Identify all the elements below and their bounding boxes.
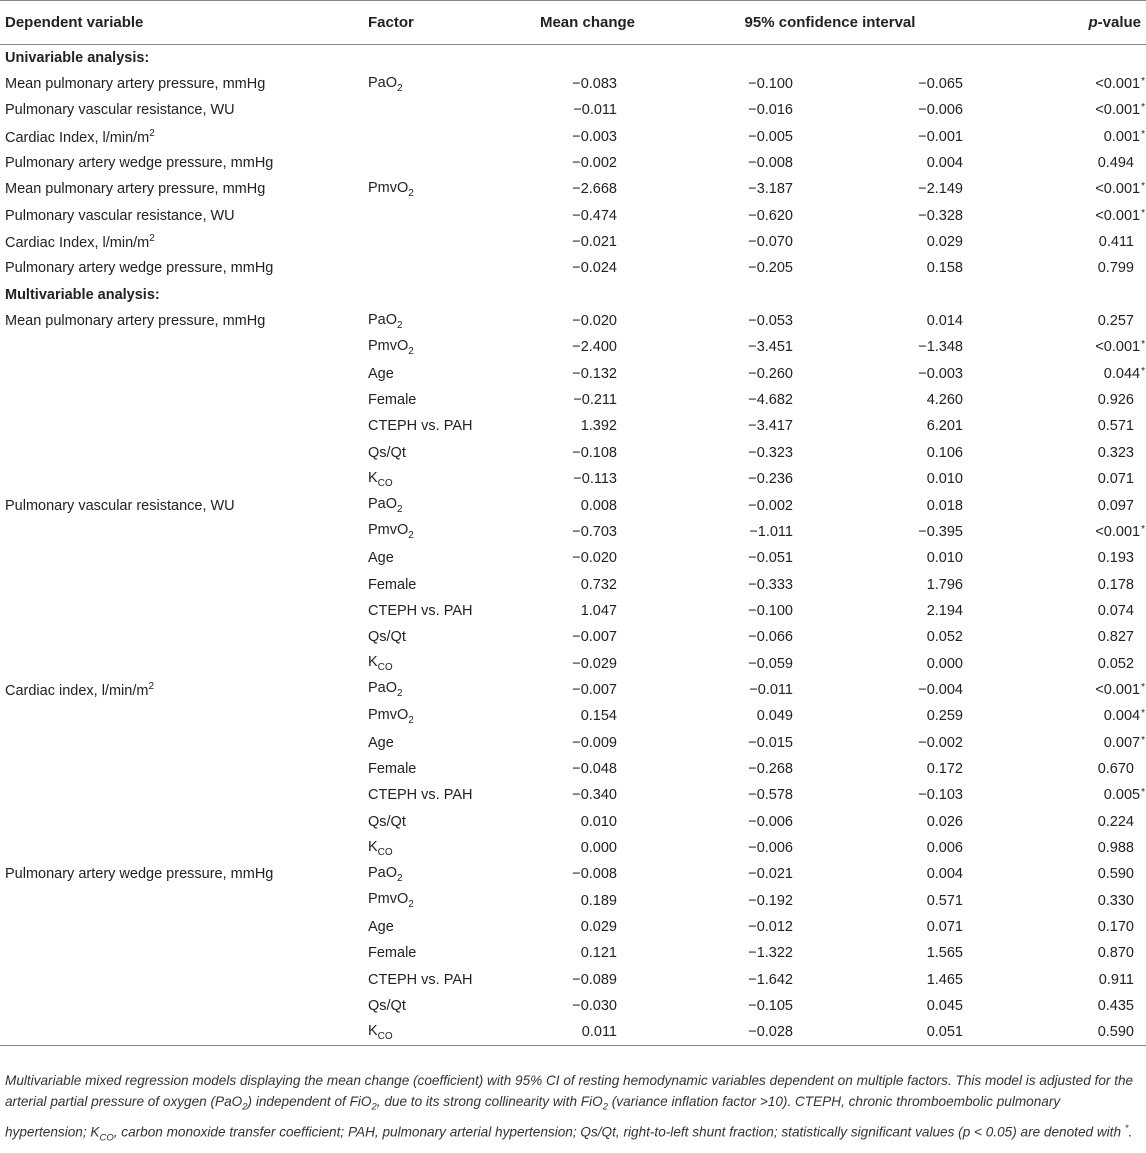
table-row (0, 888, 1146, 914)
mean-change-cell: 0.000 (580, 839, 617, 856)
factor-cell: CTEPH vs. PAH (368, 971, 473, 988)
p-value-cell: 0.097 (1097, 497, 1134, 514)
significance-marker: * (1141, 76, 1145, 88)
ci-upper-cell: −0.065 (918, 76, 963, 93)
ci-lower-cell: −0.021 (748, 866, 793, 883)
dependent-variable-cell: Cardiac Index, $l/\min/m^2$ (5, 127, 155, 146)
mean-change-cell: −0.340 (572, 787, 617, 804)
dependent-variable-cell (0, 1019, 368, 1045)
dependent-variable-cell (0, 519, 368, 545)
dependent-variable-cell: Pulmonary vascular resistance, WU (5, 497, 235, 514)
table-row (0, 361, 1146, 387)
dependent-variable-cell: Mean pulmonary artery pressure, mmHg (5, 76, 266, 93)
significance-marker: * (1141, 339, 1145, 351)
factor-cell: CTEPH vs. PAH (368, 602, 473, 619)
factor-cell: $K_{CO}$ (368, 1019, 508, 1045)
ci-upper-cell: 1.796 (926, 576, 963, 593)
mean-change-cell: −0.703 (572, 523, 617, 540)
significance-marker: * (1141, 102, 1145, 114)
dependent-variable-cell (0, 466, 368, 492)
ci-upper-cell: 0.000 (926, 655, 963, 672)
p-value-cell: 0.435 (1097, 998, 1134, 1015)
p-value-cell: 0.004* (1103, 708, 1145, 725)
ci-upper-cell: 2.194 (926, 602, 963, 619)
p-value-cell: 0.074 (1097, 602, 1134, 619)
section-header-row (0, 282, 1146, 308)
mean-change-cell: −0.007 (572, 681, 617, 698)
table-row (0, 940, 1146, 966)
factor-cell: PaO$_2$ (368, 496, 403, 515)
mean-change-cell: −0.021 (572, 234, 617, 251)
table-row (0, 703, 1146, 729)
ci-lower-cell: 0.049 (756, 708, 793, 725)
ci-upper-cell: 0.052 (926, 629, 963, 646)
table-row (0, 203, 1146, 229)
p-value-cell: 0.052 (1097, 655, 1134, 672)
ci-lower-cell: −1.011 (749, 523, 793, 540)
factor-cell: Age (368, 919, 394, 936)
table-footnote: Multivariable mixed regression models displaying the mean change (coefficient) with 95% CI of resting hemodynamic variables dependent on multiple factors. This model is adjusted for the arterial partial pressure of oxygen (PaO$_2$) independent of FiO$_2$, due to its strong collinearity with FiO$_2$ (variance inflation factor >10). CTEPH, chronic thromboembolic pulmonary hypertension; $K_{CO}$, carbon monoxide transfer coefficient; PAH, pulmonary arterial hypertension; Qs/Qt, right-to-left shunt fraction; statistically significant values (p < 0.05) are denoted with *. (5, 1073, 1134, 1143)
p-value-cell: 0.799 (1097, 260, 1134, 277)
ci-upper-cell: −0.002 (918, 734, 963, 751)
p-value-cell: 0.178 (1097, 576, 1134, 593)
factor-cell: Age (368, 365, 394, 382)
p-value-cell: 0.411 (1098, 234, 1134, 251)
factor-cell (368, 150, 508, 176)
dependent-variable-cell (0, 729, 368, 755)
table-row (0, 466, 1146, 492)
header-mean-change: Mean change (508, 1, 635, 45)
table-row (0, 229, 1146, 255)
ci-lower-cell: −0.059 (748, 655, 793, 672)
ci-lower-cell: −4.682 (748, 392, 793, 409)
dependent-variable-cell: Mean pulmonary artery pressure, mmHg (5, 181, 266, 198)
header-dependent: Dependent variable (0, 1, 368, 45)
section-header-row (0, 45, 1146, 71)
ci-upper-cell: 0.158 (926, 260, 963, 277)
mean-change-cell: −0.132 (572, 365, 617, 382)
significance-marker: * (1141, 365, 1145, 377)
p-value-cell: 0.224 (1097, 813, 1134, 830)
header-row (0, 1, 1146, 45)
ci-lower-cell: −0.066 (748, 629, 793, 646)
table-row (0, 835, 1146, 861)
mean-change-cell: 1.392 (580, 418, 617, 435)
table-row (0, 97, 1146, 123)
ci-upper-cell: 0.018 (926, 497, 963, 514)
factor-cell: Age (368, 550, 394, 567)
ci-lower-cell: −3.451 (748, 339, 793, 356)
p-value-cell: <0.001* (1095, 681, 1145, 698)
p-value-cell: <0.001* (1095, 76, 1145, 93)
factor-cell: $K_{CO}$ (368, 469, 393, 489)
dependent-variable-cell (0, 361, 368, 387)
dependent-variable-cell (0, 888, 368, 914)
ci-upper-cell: −0.004 (918, 681, 963, 698)
ci-lower-cell: −0.192 (748, 892, 793, 909)
p-value-cell: <0.001* (1095, 523, 1145, 540)
ci-lower-cell: −3.417 (748, 418, 793, 435)
dependent-variable-cell (0, 545, 368, 571)
p-value-cell: <0.001* (1095, 339, 1145, 356)
ci-upper-cell: 0.004 (926, 866, 963, 883)
ci-lower-cell: −0.006 (748, 839, 793, 856)
ci-lower-cell: −0.053 (748, 313, 793, 330)
table-row (0, 808, 1146, 834)
table-row (0, 124, 1146, 150)
table-row (0, 1019, 1146, 1045)
ci-upper-cell: 0.571 (926, 892, 963, 909)
mean-change-cell: −0.089 (572, 971, 617, 988)
ci-lower-cell: −0.051 (748, 550, 793, 567)
p-value-cell: 0.988 (1097, 839, 1134, 856)
mean-change-cell: 0.008 (580, 497, 617, 514)
ci-lower-cell: −0.100 (748, 602, 793, 619)
section-label: Univariable analysis: (5, 49, 150, 66)
dependent-variable-cell (0, 756, 368, 782)
table-row (0, 387, 1146, 413)
dependent-variable-cell (0, 650, 368, 676)
table-body (0, 45, 1146, 1046)
ci-lower-cell: −0.005 (748, 128, 793, 145)
mean-change-cell: −0.474 (572, 207, 617, 224)
factor-cell: PmvO$_2$ (368, 891, 414, 911)
ci-lower-cell: −0.620 (748, 207, 793, 224)
table-row (0, 782, 1146, 808)
table-row (0, 993, 1146, 1019)
ci-upper-cell: 0.006 (926, 839, 963, 856)
mean-change-cell: −0.108 (572, 444, 617, 461)
mean-change-cell: 0.011 (508, 1019, 635, 1045)
p-value-cell: 0.330 (1097, 892, 1134, 909)
factor-cell: PaO$_2$ (368, 680, 403, 700)
table-row (0, 413, 1146, 439)
ci-upper-cell: 0.026 (926, 813, 963, 830)
mean-change-cell: −0.003 (572, 128, 617, 145)
factor-cell: PmvO$_2$ (368, 338, 414, 357)
mean-change-cell: −0.113 (573, 471, 617, 488)
ci-upper-cell: −0.103 (918, 787, 963, 804)
mean-change-cell: −2.668 (572, 181, 617, 198)
mean-change-cell: −0.007 (572, 629, 617, 646)
factor-cell (368, 203, 508, 229)
factor-cell: CTEPH vs. PAH (368, 787, 473, 804)
ci-lower-cell: −0.105 (748, 998, 793, 1015)
significance-marker: * (1141, 681, 1145, 693)
section-label: Multivariable analysis: (5, 286, 160, 303)
factor-cell: Age (368, 734, 394, 751)
dependent-variable-cell: Pulmonary vascular resistance, WU (5, 207, 235, 224)
dependent-variable-cell (0, 334, 368, 360)
ci-upper-cell: 6.201 (926, 418, 963, 435)
mean-change-cell: 0.010 (580, 813, 617, 830)
p-value-cell: <0.001* (1095, 181, 1145, 198)
ci-upper-cell: −2.149 (918, 181, 963, 198)
factor-cell: Female (368, 392, 417, 409)
ci-lower-cell: −0.323 (748, 444, 793, 461)
ci-lower-cell: −0.008 (748, 155, 793, 172)
factor-cell: Female (368, 945, 417, 962)
ci-upper-cell: 0.029 (926, 234, 963, 251)
dependent-variable-cell (0, 440, 368, 466)
p-value-cell: 0.007* (1103, 734, 1145, 751)
ci-upper-cell: 0.106 (926, 444, 963, 461)
significance-marker: * (1141, 734, 1145, 746)
mean-change-cell: −0.211 (573, 392, 617, 409)
dependent-variable-cell (0, 598, 368, 624)
dependent-variable-cell: Cardiac Index, $l/\min/m^2$ (5, 233, 155, 251)
p-value-cell: 0.670 (1097, 760, 1134, 777)
factor-cell: PaO$_2$ (368, 311, 403, 331)
mean-change-cell: 0.154 (580, 708, 617, 725)
ci-upper-cell: 1.565 (926, 945, 963, 962)
table-row (0, 598, 1146, 624)
dependent-variable-cell: Pulmonary artery wedge pressure, mmHg (5, 155, 274, 172)
significance-marker: * (1141, 207, 1145, 219)
ci-upper-cell: 4.260 (926, 392, 963, 409)
header-factor: Factor (368, 1, 508, 45)
ci-upper-cell: 0.010 (926, 471, 963, 488)
dependent-variable-cell: Cardiac index, $l/\min/m^2$ (5, 681, 154, 699)
factor-cell: Qs/Qt (368, 444, 406, 461)
dependent-variable-cell (0, 413, 368, 439)
factor-cell: PmvO$_2$ (368, 706, 414, 726)
factor-cell: PaO$_2$ (368, 864, 403, 884)
ci-lower-cell: −0.012 (748, 919, 793, 936)
p-value-cell: 0.170 (1097, 919, 1134, 936)
p-value-cell: 0.827 (1097, 629, 1134, 646)
table-row (0, 334, 1146, 360)
p-value-cell: 0.571 (1097, 418, 1134, 435)
ci-upper-cell: 0.172 (926, 760, 963, 777)
mean-change-cell: 0.121 (580, 945, 617, 962)
mean-change-cell: −0.008 (572, 866, 617, 883)
ci-lower-cell: −0.333 (748, 576, 793, 593)
dependent-variable-cell (0, 967, 368, 993)
table-row (0, 571, 1146, 597)
mean-change-cell: −0.083 (572, 76, 617, 93)
dependent-variable-cell: Mean pulmonary artery pressure, mmHg (5, 313, 266, 330)
ci-upper-cell: −0.328 (918, 207, 963, 224)
table-row (0, 71, 1146, 97)
ci-upper-cell: −1.348 (918, 339, 963, 356)
mean-change-cell: −0.048 (572, 760, 617, 777)
mean-change-cell: −0.020 (572, 550, 617, 567)
factor-cell: CTEPH vs. PAH (368, 418, 473, 435)
p-value-cell: 0.001* (1103, 128, 1145, 145)
mean-change-cell: −0.020 (572, 313, 617, 330)
table-row (0, 519, 1146, 545)
ci-lower-cell: −1.322 (748, 945, 793, 962)
table-row (0, 756, 1146, 782)
p-value-cell: 0.870 (1097, 945, 1134, 962)
mean-change-cell: 0.732 (580, 576, 617, 593)
ci-upper-cell: 0.051 (795, 1019, 965, 1045)
table-row (0, 650, 1146, 676)
table-row (0, 861, 1146, 887)
ci-lower-cell: −0.100 (748, 76, 793, 93)
factor-cell: Qs/Qt (368, 629, 406, 646)
dependent-variable-cell (0, 624, 368, 650)
ci-upper-cell: 0.045 (926, 998, 963, 1015)
table-row (0, 729, 1146, 755)
ci-upper-cell: 1.465 (926, 971, 963, 988)
p-value-cell: 0.071 (1097, 471, 1134, 488)
ci-upper-cell: 0.071 (926, 919, 963, 936)
ci-lower-cell: −0.268 (748, 760, 793, 777)
dependent-variable-cell: Pulmonary vascular resistance, WU (5, 102, 235, 119)
significance-marker: * (1141, 787, 1145, 799)
factor-cell: Female (368, 576, 417, 593)
table-row (0, 150, 1146, 176)
dependent-variable-cell (0, 703, 368, 729)
table-row (0, 308, 1146, 334)
ci-lower-cell: −0.015 (748, 734, 793, 751)
p-value-cell: 0.590 (965, 1019, 1146, 1045)
ci-upper-cell: −0.395 (918, 523, 963, 540)
dependent-variable-cell (0, 782, 368, 808)
ci-lower-cell: −0.006 (748, 813, 793, 830)
significance-marker: * (1141, 181, 1145, 193)
ci-upper-cell: 0.010 (926, 550, 963, 567)
factor-cell: $K_{CO}$ (368, 838, 393, 858)
dependent-variable-cell (0, 940, 368, 966)
factor-cell: Female (368, 760, 417, 777)
p-value-cell: 0.044* (1103, 365, 1145, 382)
header-p-value: p-value (965, 1, 1146, 45)
factor-cell: Qs/Qt (368, 813, 406, 830)
mean-change-cell: −0.029 (572, 655, 617, 672)
mean-change-cell: −0.011 (573, 102, 617, 119)
mean-change-cell: 0.189 (580, 892, 617, 909)
dependent-variable-cell: Pulmonary artery wedge pressure, mmHg (5, 260, 274, 277)
ci-upper-cell: −0.001 (918, 128, 963, 145)
factor-cell: PaO$_2$ (368, 74, 403, 94)
ci-lower-cell: −0.002 (748, 497, 793, 514)
dependent-variable-cell (0, 571, 368, 597)
factor-cell (368, 255, 508, 281)
table-row (0, 545, 1146, 571)
ci-lower-cell: −0.070 (748, 234, 793, 251)
table-row (0, 967, 1146, 993)
mean-change-cell: −0.024 (572, 260, 617, 277)
significance-marker: * (1141, 708, 1145, 720)
ci-lower-cell: −0.236 (748, 471, 793, 488)
header-confidence-interval: 95% confidence interval (635, 1, 965, 45)
factor-cell: PmvO$_2$ (368, 522, 414, 542)
ci-lower-cell: −0.578 (748, 787, 793, 804)
ci-lower-cell: −3.187 (748, 181, 793, 198)
dependent-variable-cell (0, 387, 368, 413)
factor-cell: PmvO$_2$ (368, 179, 414, 199)
dependent-variable-cell (0, 835, 368, 861)
ci-upper-cell: −0.003 (918, 365, 963, 382)
significance-marker: * (1141, 128, 1145, 140)
dependent-variable-cell (0, 993, 368, 1019)
ci-lower-cell: −0.011 (749, 681, 793, 698)
p-value-cell: 0.494 (1097, 155, 1134, 172)
mean-change-cell: −0.030 (572, 998, 617, 1015)
mean-change-cell: 1.047 (580, 602, 617, 619)
ci-lower-cell: −0.205 (748, 260, 793, 277)
ci-upper-cell: −0.006 (918, 102, 963, 119)
ci-upper-cell: 0.259 (926, 708, 963, 725)
p-value-cell: 0.193 (1097, 550, 1134, 567)
p-value-cell: <0.001* (1095, 207, 1145, 224)
ci-lower-cell: −0.028 (635, 1019, 795, 1045)
ci-lower-cell: −1.642 (748, 971, 793, 988)
mean-change-cell: −2.400 (572, 339, 617, 356)
mean-change-cell: 0.029 (580, 919, 617, 936)
p-value-cell: 0.911 (1098, 971, 1134, 988)
table-row (0, 492, 1146, 518)
factor-cell (368, 97, 508, 123)
dependent-variable-cell (0, 914, 368, 940)
table-row (0, 914, 1146, 940)
dependent-variable-cell (0, 808, 368, 834)
p-value-cell: 0.590 (1097, 866, 1134, 883)
ci-upper-cell: 0.014 (926, 313, 963, 330)
ci-lower-cell: −0.016 (748, 102, 793, 119)
p-value-cell: 0.323 (1097, 444, 1134, 461)
significance-marker: * (1141, 523, 1145, 535)
table-row (0, 176, 1146, 202)
factor-cell: Qs/Qt (368, 998, 406, 1015)
table-row (0, 255, 1146, 281)
p-value-cell: 0.005* (1103, 787, 1145, 804)
dependent-variable-cell: Pulmonary artery wedge pressure, mmHg (5, 866, 274, 883)
table-row (0, 677, 1146, 703)
factor-cell: $K_{CO}$ (368, 654, 393, 674)
mean-change-cell: −0.009 (572, 734, 617, 751)
mean-change-cell: −0.002 (572, 155, 617, 172)
p-value-cell: 0.926 (1097, 392, 1134, 409)
p-value-cell: 0.257 (1097, 313, 1134, 330)
p-value-cell: <0.001* (1095, 102, 1145, 119)
ci-upper-cell: 0.004 (926, 155, 963, 172)
table-row (0, 624, 1146, 650)
factor-cell (368, 124, 508, 150)
table-row (0, 440, 1146, 466)
factor-cell (368, 229, 508, 255)
ci-lower-cell: −0.260 (748, 365, 793, 382)
